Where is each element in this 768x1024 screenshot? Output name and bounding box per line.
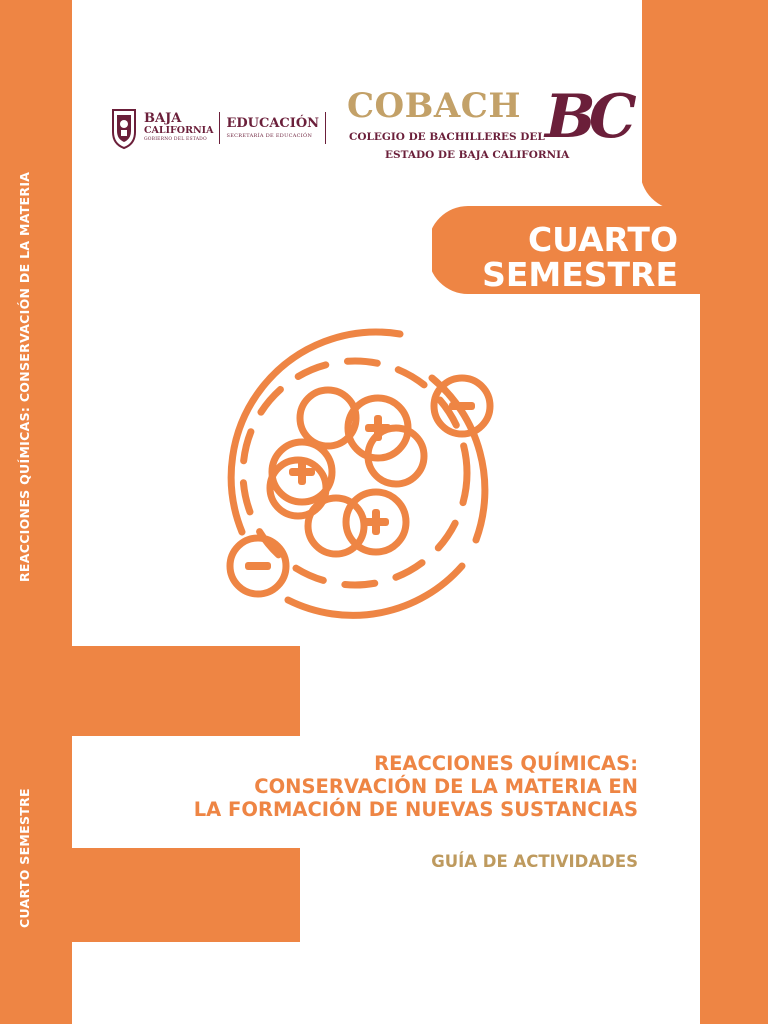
cobach-monogram: BC [545, 82, 629, 152]
semester-line-1: CUARTO [527, 220, 678, 259]
spine-semester: CUARTO SEMESTRE [17, 788, 32, 928]
right-top-cap [640, 0, 768, 210]
gov-text [144, 112, 213, 144]
education-line-1: EDUCACIÓN [226, 116, 320, 131]
semester-line-2: SEMESTRE [482, 255, 678, 294]
logo-divider [219, 112, 220, 144]
government-education-logo [110, 104, 332, 152]
title-line-1: REACCIONES QUÍMICAS: [374, 752, 638, 775]
logo-divider-2 [325, 112, 326, 144]
title-line-2: CONSERVACIÓN DE LA MATERIA EN [254, 775, 638, 798]
white-left-bottom-panel [72, 942, 362, 1024]
gov-line-2: CALIFORNIA [144, 125, 214, 136]
cobach-wordmark: COBACH [347, 86, 521, 126]
gov-line-3: GOBIERNO DEL ESTADO [144, 137, 207, 142]
cobach-subtitle-1: COLEGIO DE BACHILLERES DEL [349, 131, 545, 143]
semester-label [440, 222, 678, 292]
education-line-2: SECRETARÍA DE EDUCACIÓN [226, 133, 313, 139]
state-shield-icon [110, 106, 138, 150]
title-line-3: LA FORMACIÓN DE NUEVAS SUSTANCIAS [193, 798, 638, 821]
spine-title: REACCIONES QUÍMICAS: CONSERVACIÓN DE LA MATERIA [17, 171, 32, 582]
gov-line-1: BAJA [144, 111, 182, 126]
education-text [226, 116, 319, 140]
cobach-logo [345, 82, 629, 182]
white-right-lower-panel [640, 294, 700, 1024]
cobach-subtitle-2: ESTADO DE BAJA CALIFORNIA [385, 149, 570, 161]
book-subtitle: GUÍA DE ACTIVIDADES [431, 852, 638, 871]
book-title [110, 752, 638, 821]
atom-icon [200, 318, 510, 628]
